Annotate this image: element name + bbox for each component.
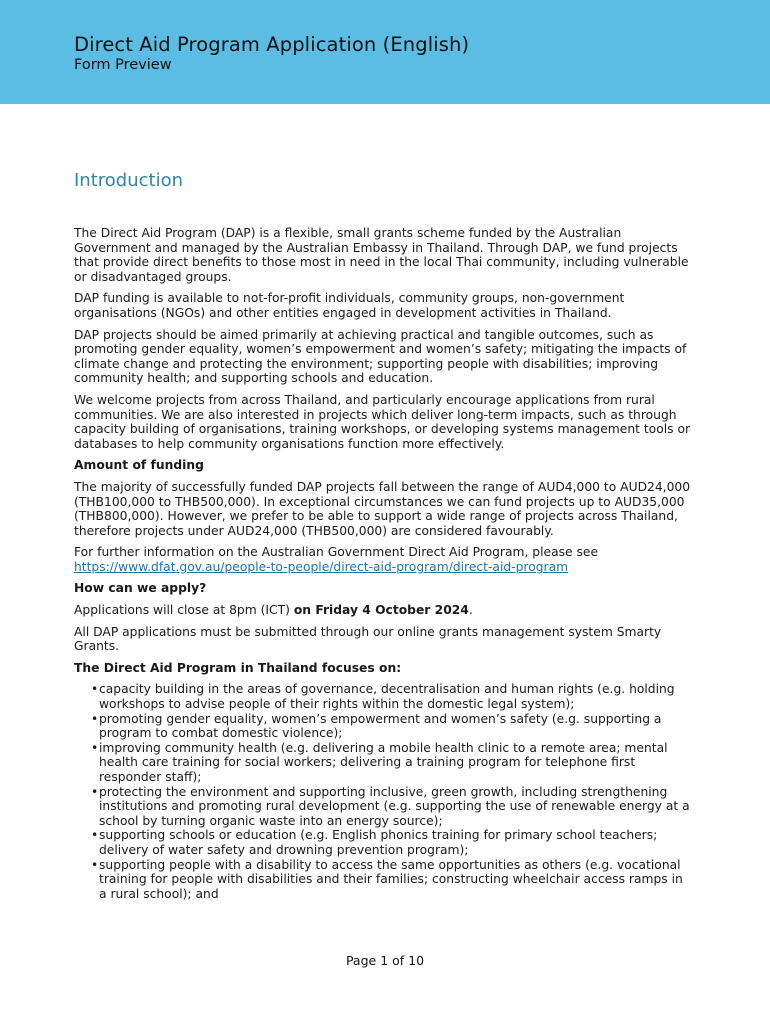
- list-item: •promoting gender equality, women’s empowerment and women’s safety (e.g. supporting a program to combat domestic violence);: [74, 712, 694, 741]
- submission-paragraph: All DAP applications must be submitted through our online grants management system Smarty Grants.: [74, 624, 662, 654]
- intro-paragraph-3: DAP projects should be aimed primarily at achieving practical and tangible outcomes, such as promoting gender equality, women’s empowerment and women’s safety; mitigating the impacts of climate change and protecting the environment; supporting people with disabilities; improving community health; and supporting schools and education.: [74, 327, 687, 386]
- focus-heading: The Direct Aid Program in Thailand focuses on:: [74, 660, 402, 675]
- form-content: [74, 168, 694, 901]
- intro-paragraph-4: We welcome projects from across Thailand, and particularly encourage applications from rural communities. We are also interested in projects which deliver long-term impacts, such as through capacity building of organisations, training workshops, or developing systems management tools or databases to help community organisations function more effectively.: [74, 392, 691, 451]
- focus-list: [74, 682, 694, 901]
- bullet-icon: •: [91, 740, 99, 755]
- form-title: Direct Aid Program Application (English): [74, 33, 470, 56]
- funding-paragraph: The majority of successfully funded DAP projects fall between the range of AUD4,000 to AUD24,000 (THB100,000 to THB500,000). In exceptional circumstances we can fund projects up to AUD35,000 (THB800,000). However, we prefer to be able to support a wide range of projects across Thailand, therefore projects under AUD24,000 (THB500,000) are considered favourably.: [74, 479, 691, 538]
- apply-heading: How can we apply?: [74, 581, 207, 596]
- list-item: •protecting the environment and supporting inclusive, green growth, including strengthening institutions and promoting rural development (e.g. supporting the use of renewable energy at a school by turning organic waste into an energy source);: [74, 785, 694, 829]
- further-info-text: For further information on the Australian Government Direct Aid Program, please see: [74, 545, 599, 560]
- list-item: •supporting schools or education (e.g. English phonics training for primary school teachers; delivery of water safety and drowning prevention program);: [74, 828, 694, 857]
- bullet-icon: •: [91, 711, 99, 726]
- closing-end: .: [468, 603, 473, 618]
- bullet-icon: •: [91, 857, 99, 872]
- list-item: •improving community health (e.g. delivering a mobile health clinic to a remote area; mental health care training for social workers; delivering a training program for telephone first responder staff);: [74, 741, 694, 785]
- closing-date: on Friday 4 October 2024: [293, 603, 469, 618]
- intro-paragraph-2: DAP funding is available to not-for-profit individuals, community groups, non-government organisations (NGOs) and other entities engaged in development activities in Thailand.: [74, 291, 625, 320]
- bullet-icon: •: [91, 784, 99, 799]
- list-item: •capacity building in the areas of governance, decentralisation and human rights (e.g. holding workshops to advise people of their rights within the domestic legal system);: [74, 682, 694, 711]
- dap-link[interactable]: https://www.dfat.gov.au/people-to-people/direct-aid-program/direct-aid-program: [74, 559, 569, 574]
- bullet-icon: •: [91, 828, 99, 843]
- further-info-paragraph: [74, 545, 694, 574]
- closing-date-paragraph: [74, 603, 694, 618]
- page-number: Page 1 of 10: [345, 953, 425, 968]
- list-item: •supporting people with a disability to access the same opportunities as others (e.g. vocational training for people with disabilities and their families; constructing wheelchair access ramps in a rural school); and: [74, 858, 694, 902]
- header-banner: [0, 0, 770, 104]
- form-subtitle: Form Preview: [74, 57, 172, 73]
- closing-text: Applications will close at 8pm (ICT): [74, 603, 294, 618]
- section-title: Introduction: [74, 170, 184, 191]
- bullet-icon: •: [91, 682, 99, 697]
- funding-heading: Amount of funding: [74, 458, 204, 473]
- intro-paragraph-1: The Direct Aid Program (DAP) is a flexible, small grants scheme funded by the Australian Government and managed by the Australian Embassy in Thailand. Through DAP, we fund projects that provide direct benefits to those most in need in the local Thai community, including vulnerable or disadvantaged groups.: [74, 226, 689, 284]
